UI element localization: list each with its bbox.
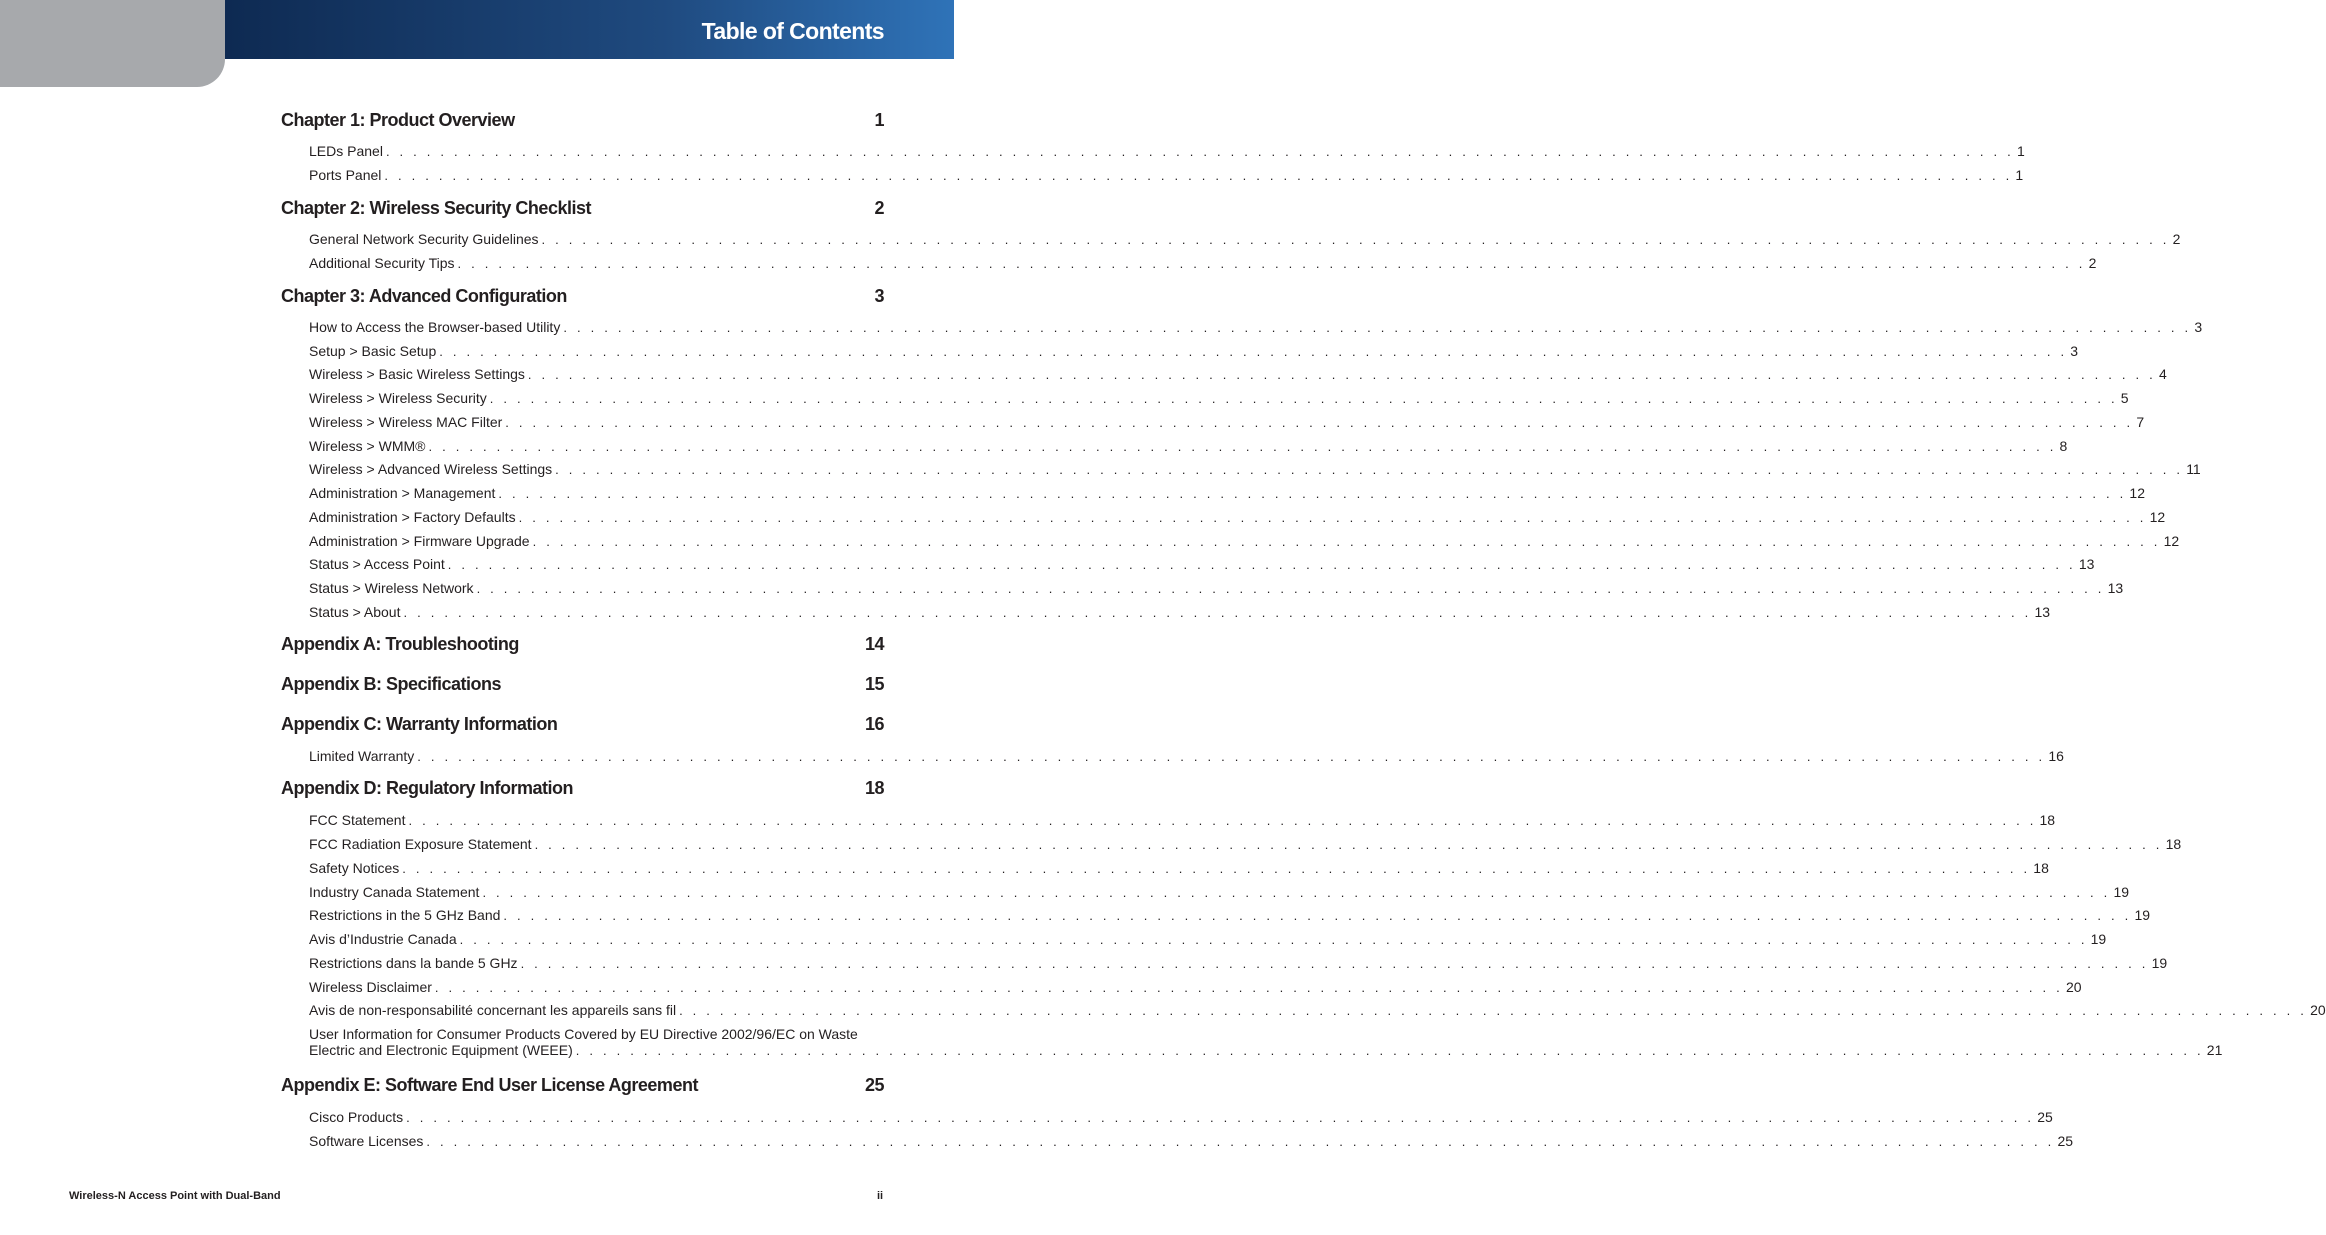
dot-leader: . . . . . . . . . . . . . . . . . . . . . . . . . . . . . . . . . . . . . . . . . . . . . . . . . . . . . . . . . . . . . . . . . . . . . . . . . . . . . . . . . . . . . . . . . . . . . . . . . . . . . . . . . . . . . . . . . . . . . . . . <box>439 344 2068 359</box>
entry-page-number: 12 <box>2129 485 2145 501</box>
entry-label: Cisco Products <box>309 1109 404 1125</box>
dot-leader: . . . . . . . . . . . . . . . . . . . . . . . . . . . . . . . . . . . . . . . . . . . . . . . . . . . . . . . . . . . . . . . . . . . . . . . . . . . . . . . . . . . . . . . . . . . . . . . . . . . . . . . . . . . . . . . . . . . . . . . . <box>534 837 2163 852</box>
toc-entry[interactable] <box>309 1109 2053 1125</box>
toc-entry[interactable] <box>309 366 2167 382</box>
entry-page-number: 20 <box>2310 1002 2326 1018</box>
entry-label: Wireless > Wireless Security <box>309 390 487 406</box>
dot-leader: . . . . . . . . . . . . . . . . . . . . . . . . . . . . . . . . . . . . . . . . . . . . . . . . . . . . . . . . . . . . . . . . . . . . . . . . . . . . . . . . . . . . . . . . . . . . . . . . . . . . . . . . . . . . . . . . . . . . . . . . <box>503 908 2132 923</box>
entry-page-number: 1 <box>2015 167 2024 183</box>
entry-page-number: 2 <box>2172 231 2181 247</box>
dot-leader: . . . . . . . . . . . . . . . . . . . . . . . . . . . . . . . . . . . . . . . . . . . . . . . . . . . . . . . . . . . . . . . . . . . . . . . . . . . . . . . . . . . . . . . . . . . . . . . . . . . . . . . . . . . . . . . . . . . . . . . . <box>489 391 2118 406</box>
entry-label: Limited Warranty <box>309 748 415 764</box>
toc-entry[interactable] <box>309 979 2082 995</box>
entry-label: Status > Wireless Network <box>309 580 474 596</box>
toc-entry[interactable] <box>309 1002 2326 1018</box>
toc-entry[interactable] <box>309 1026 2223 1058</box>
dot-leader: . . . . . . . . . . . . . . . . . . . . . . . . . . . . . . . . . . . . . . . . . . . . . . . . . . . . . . . . . . . . . . . . . . . . . . . . . . . . . . . . . . . . . . . . . . . . . . . . . . . . . . . . . . . . . . . . . . . . . . . . <box>476 581 2105 596</box>
entry-page-number: 25 <box>2057 1133 2074 1149</box>
entry-page-number: 3 <box>2070 343 2079 359</box>
chapter-title: Appendix C: Warranty Information <box>281 714 558 734</box>
chapter-title: Chapter 2: Wireless Security Checklist <box>281 198 591 218</box>
entry-page-number: 8 <box>2059 438 2068 454</box>
entry-page-number: 18 <box>2033 860 2049 876</box>
entry-label: How to Access the Browser-based Utility <box>309 319 561 335</box>
corner-tab <box>0 0 225 87</box>
dot-leader: . . . . . . . . . . . . . . . . . . . . . . . . . . . . . . . . . . . . . . . . . . . . . . . . . . . . . . . . . . . . . . . . . . . . . . . . . . . . . . . . . . . . . . . . . . . . . . . . . . . . . . . . . . . . . . . . . . . . . . . . <box>428 439 2057 454</box>
entry-page-number: 13 <box>2107 580 2124 596</box>
toc-chapter[interactable] <box>281 286 884 307</box>
toc-chapter[interactable] <box>281 1075 884 1096</box>
toc-entry[interactable] <box>309 143 2025 159</box>
toc-entry[interactable] <box>309 231 2181 247</box>
entry-label: Administration > Factory Defaults <box>309 509 516 525</box>
entry-label: LEDs Panel <box>309 143 383 159</box>
footer-product-name: Wireless-N Access Point with Dual-Band <box>69 1190 281 1202</box>
toc-entry[interactable] <box>309 955 2168 971</box>
toc-chapter[interactable] <box>281 674 884 695</box>
toc-entry[interactable] <box>309 860 2049 876</box>
toc-chapter[interactable] <box>281 714 884 735</box>
entry-page-number: 12 <box>2163 533 2180 549</box>
dot-leader: . . . . . . . . . . . . . . . . . . . . . . . . . . . . . . . . . . . . . . . . . . . . . . . . . . . . . . . . . . . . . . . . . . . . . . . . . . . . . . . . . . . . . . . . . . . . . . . . . . . . . . . . . . . . . . . . . . . . . . . . <box>555 462 2184 477</box>
toc-entry[interactable] <box>309 461 2201 477</box>
toc-entry[interactable] <box>309 414 2145 430</box>
toc-entry[interactable] <box>309 1133 2074 1149</box>
toc-chapter[interactable] <box>281 198 884 219</box>
entry-label: FCC Statement <box>309 812 406 828</box>
entry-label: Safety Notices <box>309 860 400 876</box>
toc-entry[interactable] <box>309 533 2180 549</box>
entry-label: Restrictions dans la bande 5 GHz <box>309 955 518 971</box>
entry-label: Additional Security Tips <box>309 255 455 271</box>
toc-entry[interactable] <box>309 509 2166 525</box>
toc-entry[interactable] <box>309 319 2203 335</box>
entry-label: Administration > Firmware Upgrade <box>309 533 530 549</box>
chapter-page-number: 14 <box>864 634 884 654</box>
entry-label: Wireless > Advanced Wireless Settings <box>309 461 553 477</box>
dot-leader: . . . . . . . . . . . . . . . . . . . . . . . . . . . . . . . . . . . . . . . . . . . . . . . . . . . . . . . . . . . . . . . . . . . . . . . . . . . . . . . . . . . . . . . . . . . . . . . . . . . . . . . . . . . . . . . . . . . . . . . . <box>541 232 2170 247</box>
dot-leader: . . . . . . . . . . . . . . . . . . . . . . . . . . . . . . . . . . . . . . . . . . . . . . . . . . . . . . . . . . . . . . . . . . . . . . . . . . . . . . . . . . . . . . . . . . . . . . . . . . . . . . . . . . . . . . . . . . . . . . . . <box>385 144 2014 159</box>
entry-label: Setup > Basic Setup <box>309 343 437 359</box>
entry-page-number: 3 <box>2194 319 2203 335</box>
entry-page-number: 16 <box>2048 748 2064 764</box>
entry-label: Wireless > Basic Wireless Settings <box>309 366 525 382</box>
entry-page-number: 7 <box>2136 414 2145 430</box>
dot-leader: . . . . . . . . . . . . . . . . . . . . . . . . . . . . . . . . . . . . . . . . . . . . . . . . . . . . . . . . . . . . . . . . . . . . . . . . . . . . . . . . . . . . . . . . . . . . . . . . . . . . . . . . . . . . . . . . . . . . . . . . <box>498 486 2127 501</box>
toc-entry[interactable] <box>309 438 2068 454</box>
dot-leader: . . . . . . . . . . . . . . . . . . . . . . . . . . . . . . . . . . . . . . . . . . . . . . . . . . . . . . . . . . . . . . . . . . . . . . . . . . . . . . . . . . . . . . . . . . . . . . . . . . . . . . . . . . . . . . . . . . . . . . . . <box>679 1003 2308 1018</box>
entry-label: Avis de non-responsabilité concernant les appareils sans fil <box>309 1002 677 1018</box>
entry-page-number: 12 <box>2149 509 2166 525</box>
toc-entry[interactable] <box>309 556 2095 572</box>
toc-entry[interactable] <box>309 748 2064 764</box>
entry-label: Status > Access Point <box>309 556 445 572</box>
entry-page-number: 1 <box>2016 143 2025 159</box>
chapter-title: Appendix A: Troubleshooting <box>281 634 519 654</box>
toc-entry[interactable] <box>309 836 2182 852</box>
chapter-title: Chapter 1: Product Overview <box>281 110 515 130</box>
entry-label: User Information for Consumer Products Covered by EU Directive 2002/96/EC on Waste <box>309 1026 858 1042</box>
dot-leader: . . . . . . . . . . . . . . . . . . . . . . . . . . . . . . . . . . . . . . . . . . . . . . . . . . . . . . . . . . . . . . . . . . . . . . . . . . . . . . . . . . . . . . . . . . . . . . . . . . . . . . . . . . . . . . . . . . . . . . . . <box>403 605 2032 620</box>
dot-leader: . . . . . . . . . . . . . . . . . . . . . . . . . . . . . . . . . . . . . . . . . . . . . . . . . . . . . . . . . . . . . . . . . . . . . . . . . . . . . . . . . . . . . . . . . . . . . . . . . . . . . . . . . . . . . . . . . . . . . . . . <box>406 1110 2035 1125</box>
chapter-page-number: 25 <box>864 1075 884 1095</box>
entry-label: Industry Canada Statement <box>309 884 480 900</box>
dot-leader: . . . . . . . . . . . . . . . . . . . . . . . . . . . . . . . . . . . . . . . . . . . . . . . . . . . . . . . . . . . . . . . . . . . . . . . . . . . . . . . . . . . . . . . . . . . . . . . . . . . . . . . . . . . . . . . . . . . . . . . . <box>457 256 2086 271</box>
toc-entry[interactable] <box>309 604 2051 620</box>
entry-page-number: 4 <box>2158 366 2167 382</box>
entry-page-number: 13 <box>2078 556 2095 572</box>
chapter-page-number: 16 <box>864 714 884 734</box>
toc-chapter[interactable] <box>281 110 884 131</box>
chapter-page-number: 15 <box>864 674 884 694</box>
entry-label: Wireless > Wireless MAC Filter <box>309 414 503 430</box>
toc-entry[interactable] <box>309 167 2024 183</box>
entry-page-number: 19 <box>2134 907 2151 923</box>
entry-label: Wireless > WMM® <box>309 438 426 454</box>
dot-leader: . . . . . . . . . . . . . . . . . . . . . . . . . . . . . . . . . . . . . . . . . . . . . . . . . . . . . . . . . . . . . . . . . . . . . . . . . . . . . . . . . . . . . . . . . . . . . . . . . . . . . . . . . . . . . . . . . . . . . . . . <box>426 1134 2055 1149</box>
entry-label: Status > About <box>309 604 401 620</box>
toc-chapter[interactable] <box>281 778 884 799</box>
entry-label: Ports Panel <box>309 167 382 183</box>
entry-page-number: 19 <box>2113 884 2130 900</box>
dot-leader: . . . . . . . . . . . . . . . . . . . . . . . . . . . . . . . . . . . . . . . . . . . . . . . . . . . . . . . . . . . . . . . . . . . . . . . . . . . . . . . . . . . . . . . . . . . . . . . . . . . . . . . . . . . . . . . . . . . . . . . . <box>518 510 2147 525</box>
entry-page-number: 21 <box>2206 1042 2223 1058</box>
toc-entry[interactable] <box>309 255 2097 271</box>
dot-leader: . . . . . . . . . . . . . . . . . . . . . . . . . . . . . . . . . . . . . . . . . . . . . . . . . . . . . . . . . . . . . . . . . . . . . . . . . . . . . . . . . . . . . . . . . . . . . . . . . . . . . . . . . . . . . . . . . . . . . . . . <box>447 557 2076 572</box>
toc-entry[interactable] <box>309 580 2124 596</box>
entry-page-number: 11 <box>2186 461 2201 477</box>
chapter-page-number: 3 <box>874 286 884 306</box>
entry-label: Restrictions in the 5 GHz Band <box>309 907 501 923</box>
chapter-page-number: 2 <box>874 198 884 218</box>
entry-label: Wireless Disclaimer <box>309 979 432 995</box>
entry-page-number: 13 <box>2034 604 2051 620</box>
dot-leader: . . . . . . . . . . . . . . . . . . . . . . . . . . . . . . . . . . . . . . . . . . . . . . . . . . . . . . . . . . . . . . . . . . . . . . . . . . . . . . . . . . . . . . . . . . . . . . . . . . . . . . . . . . . . . . . . . . . . . . . . <box>527 367 2156 382</box>
dot-leader: . . . . . . . . . . . . . . . . . . . . . . . . . . . . . . . . . . . . . . . . . . . . . . . . . . . . . . . . . . . . . . . . . . . . . . . . . . . . . . . . . . . . . . . . . . . . . . . . . . . . . . . . . . . . . . . . . . . . . . . . <box>532 534 2161 549</box>
page-title: Table of Contents <box>701 18 884 44</box>
chapter-page-number: 18 <box>864 778 884 798</box>
dot-leader: . . . . . . . . . . . . . . . . . . . . . . . . . . . . . . . . . . . . . . . . . . . . . . . . . . . . . . . . . . . . . . . . . . . . . . . . . . . . . . . . . . . . . . . . . . . . . . . . . . . . . . . . . . . . . . . . . . . . . . . . <box>434 980 2063 995</box>
entry-page-number: 18 <box>2165 836 2182 852</box>
entry-page-number: 5 <box>2120 390 2129 406</box>
toc-entry[interactable] <box>309 907 2151 923</box>
chapter-title: Appendix B: Specifications <box>281 674 502 694</box>
toc-entry[interactable] <box>309 343 2079 359</box>
entry-second-line <box>309 1042 2223 1058</box>
dot-leader: . . . . . . . . . . . . . . . . . . . . . . . . . . . . . . . . . . . . . . . . . . . . . . . . . . . . . . . . . . . . . . . . . . . . . . . . . . . . . . . . . . . . . . . . . . . . . . . . . . . . . . . . . . . . . . . . . . . . . . . . <box>384 168 2013 183</box>
chapter-title: Appendix D: Regulatory Information <box>281 778 574 798</box>
entry-page-number: 25 <box>2037 1109 2053 1125</box>
entry-page-number: 20 <box>2065 979 2082 995</box>
dot-leader: . . . . . . . . . . . . . . . . . . . . . . . . . . . . . . . . . . . . . . . . . . . . . . . . . . . . . . . . . . . . . . . . . . . . . . . . . . . . . . . . . . . . . . . . . . . . . . . . . . . . . . . . . . . . . . . . . . . . . . . . <box>402 861 2031 876</box>
dot-leader: . . . . . . . . . . . . . . . . . . . . . . . . . . . . . . . . . . . . . . . . . . . . . . . . . . . . . . . . . . . . . . . . . . . . . . . . . . . . . . . . . . . . . . . . . . . . . . . . . . . . . . . . . . . . . . . . . . . . . . . . <box>482 885 2111 900</box>
entry-page-number: 2 <box>2088 255 2097 271</box>
dot-leader: . . . . . . . . . . . . . . . . . . . . . . . . . . . . . . . . . . . . . . . . . . . . . . . . . . . . . . . . . . . . . . . . . . . . . . . . . . . . . . . . . . . . . . . . . . . . . . . . . . . . . . . . . . . . . . . . . . . . . . . . <box>505 415 2134 430</box>
toc-entry[interactable] <box>309 390 2129 406</box>
chapter-title: Appendix E: Software End User License Agreement <box>281 1075 698 1095</box>
entry-page-number: 19 <box>2151 955 2168 971</box>
entry-label: Administration > Management <box>309 485 496 501</box>
entry-label: Avis d’Industrie Canada <box>309 931 457 947</box>
header-bar <box>225 0 954 59</box>
entry-label: Software Licenses <box>309 1133 424 1149</box>
entry-label: General Network Security Guidelines <box>309 231 539 247</box>
entry-label: FCC Radiation Exposure Statement <box>309 836 532 852</box>
dot-leader: . . . . . . . . . . . . . . . . . . . . . . . . . . . . . . . . . . . . . . . . . . . . . . . . . . . . . . . . . . . . . . . . . . . . . . . . . . . . . . . . . . . . . . . . . . . . . . . . . . . . . . . . . . . . . . . . . . . . . . . . <box>408 813 2037 828</box>
footer-page-number: ii <box>877 1190 884 1202</box>
chapter-page-number: 1 <box>874 110 884 130</box>
dot-leader: . . . . . . . . . . . . . . . . . . . . . . . . . . . . . . . . . . . . . . . . . . . . . . . . . . . . . . . . . . . . . . . . . . . . . . . . . . . . . . . . . . . . . . . . . . . . . . . . . . . . . . . . . . . . . . . . . . . . . . . . <box>459 932 2088 947</box>
dot-leader: . . . . . . . . . . . . . . . . . . . . . . . . . . . . . . . . . . . . . . . . . . . . . . . . . . . . . . . . . . . . . . . . . . . . . . . . . . . . . . . . . . . . . . . . . . . . . . . . . . . . . . . . . . . . . . . . . . . . . . . . <box>575 1043 2204 1058</box>
toc-entry[interactable] <box>309 485 2145 501</box>
toc-entry[interactable] <box>309 812 2056 828</box>
dot-leader: . . . . . . . . . . . . . . . . . . . . . . . . . . . . . . . . . . . . . . . . . . . . . . . . . . . . . . . . . . . . . . . . . . . . . . . . . . . . . . . . . . . . . . . . . . . . . . . . . . . . . . . . . . . . . . . . . . . . . . . . <box>563 320 2192 335</box>
chapter-title: Chapter 3: Advanced Configuration <box>281 286 567 306</box>
entry-page-number: 18 <box>2039 812 2056 828</box>
dot-leader: . . . . . . . . . . . . . . . . . . . . . . . . . . . . . . . . . . . . . . . . . . . . . . . . . . . . . . . . . . . . . . . . . . . . . . . . . . . . . . . . . . . . . . . . . . . . . . . . . . . . . . . . . . . . . . . . . . . . . . . . <box>520 956 2149 971</box>
toc-chapter[interactable] <box>281 634 884 655</box>
toc-entry[interactable] <box>309 884 2130 900</box>
entry-page-number: 19 <box>2090 931 2107 947</box>
dot-leader: . . . . . . . . . . . . . . . . . . . . . . . . . . . . . . . . . . . . . . . . . . . . . . . . . . . . . . . . . . . . . . . . . . . . . . . . . . . . . . . . . . . . . . . . . . . . . . . . . . . . . . . . . . . . . . . . . . . . . . . . <box>417 749 2046 764</box>
entry-label: Electric and Electronic Equipment (WEEE) <box>309 1042 573 1058</box>
toc-entry[interactable] <box>309 931 2107 947</box>
